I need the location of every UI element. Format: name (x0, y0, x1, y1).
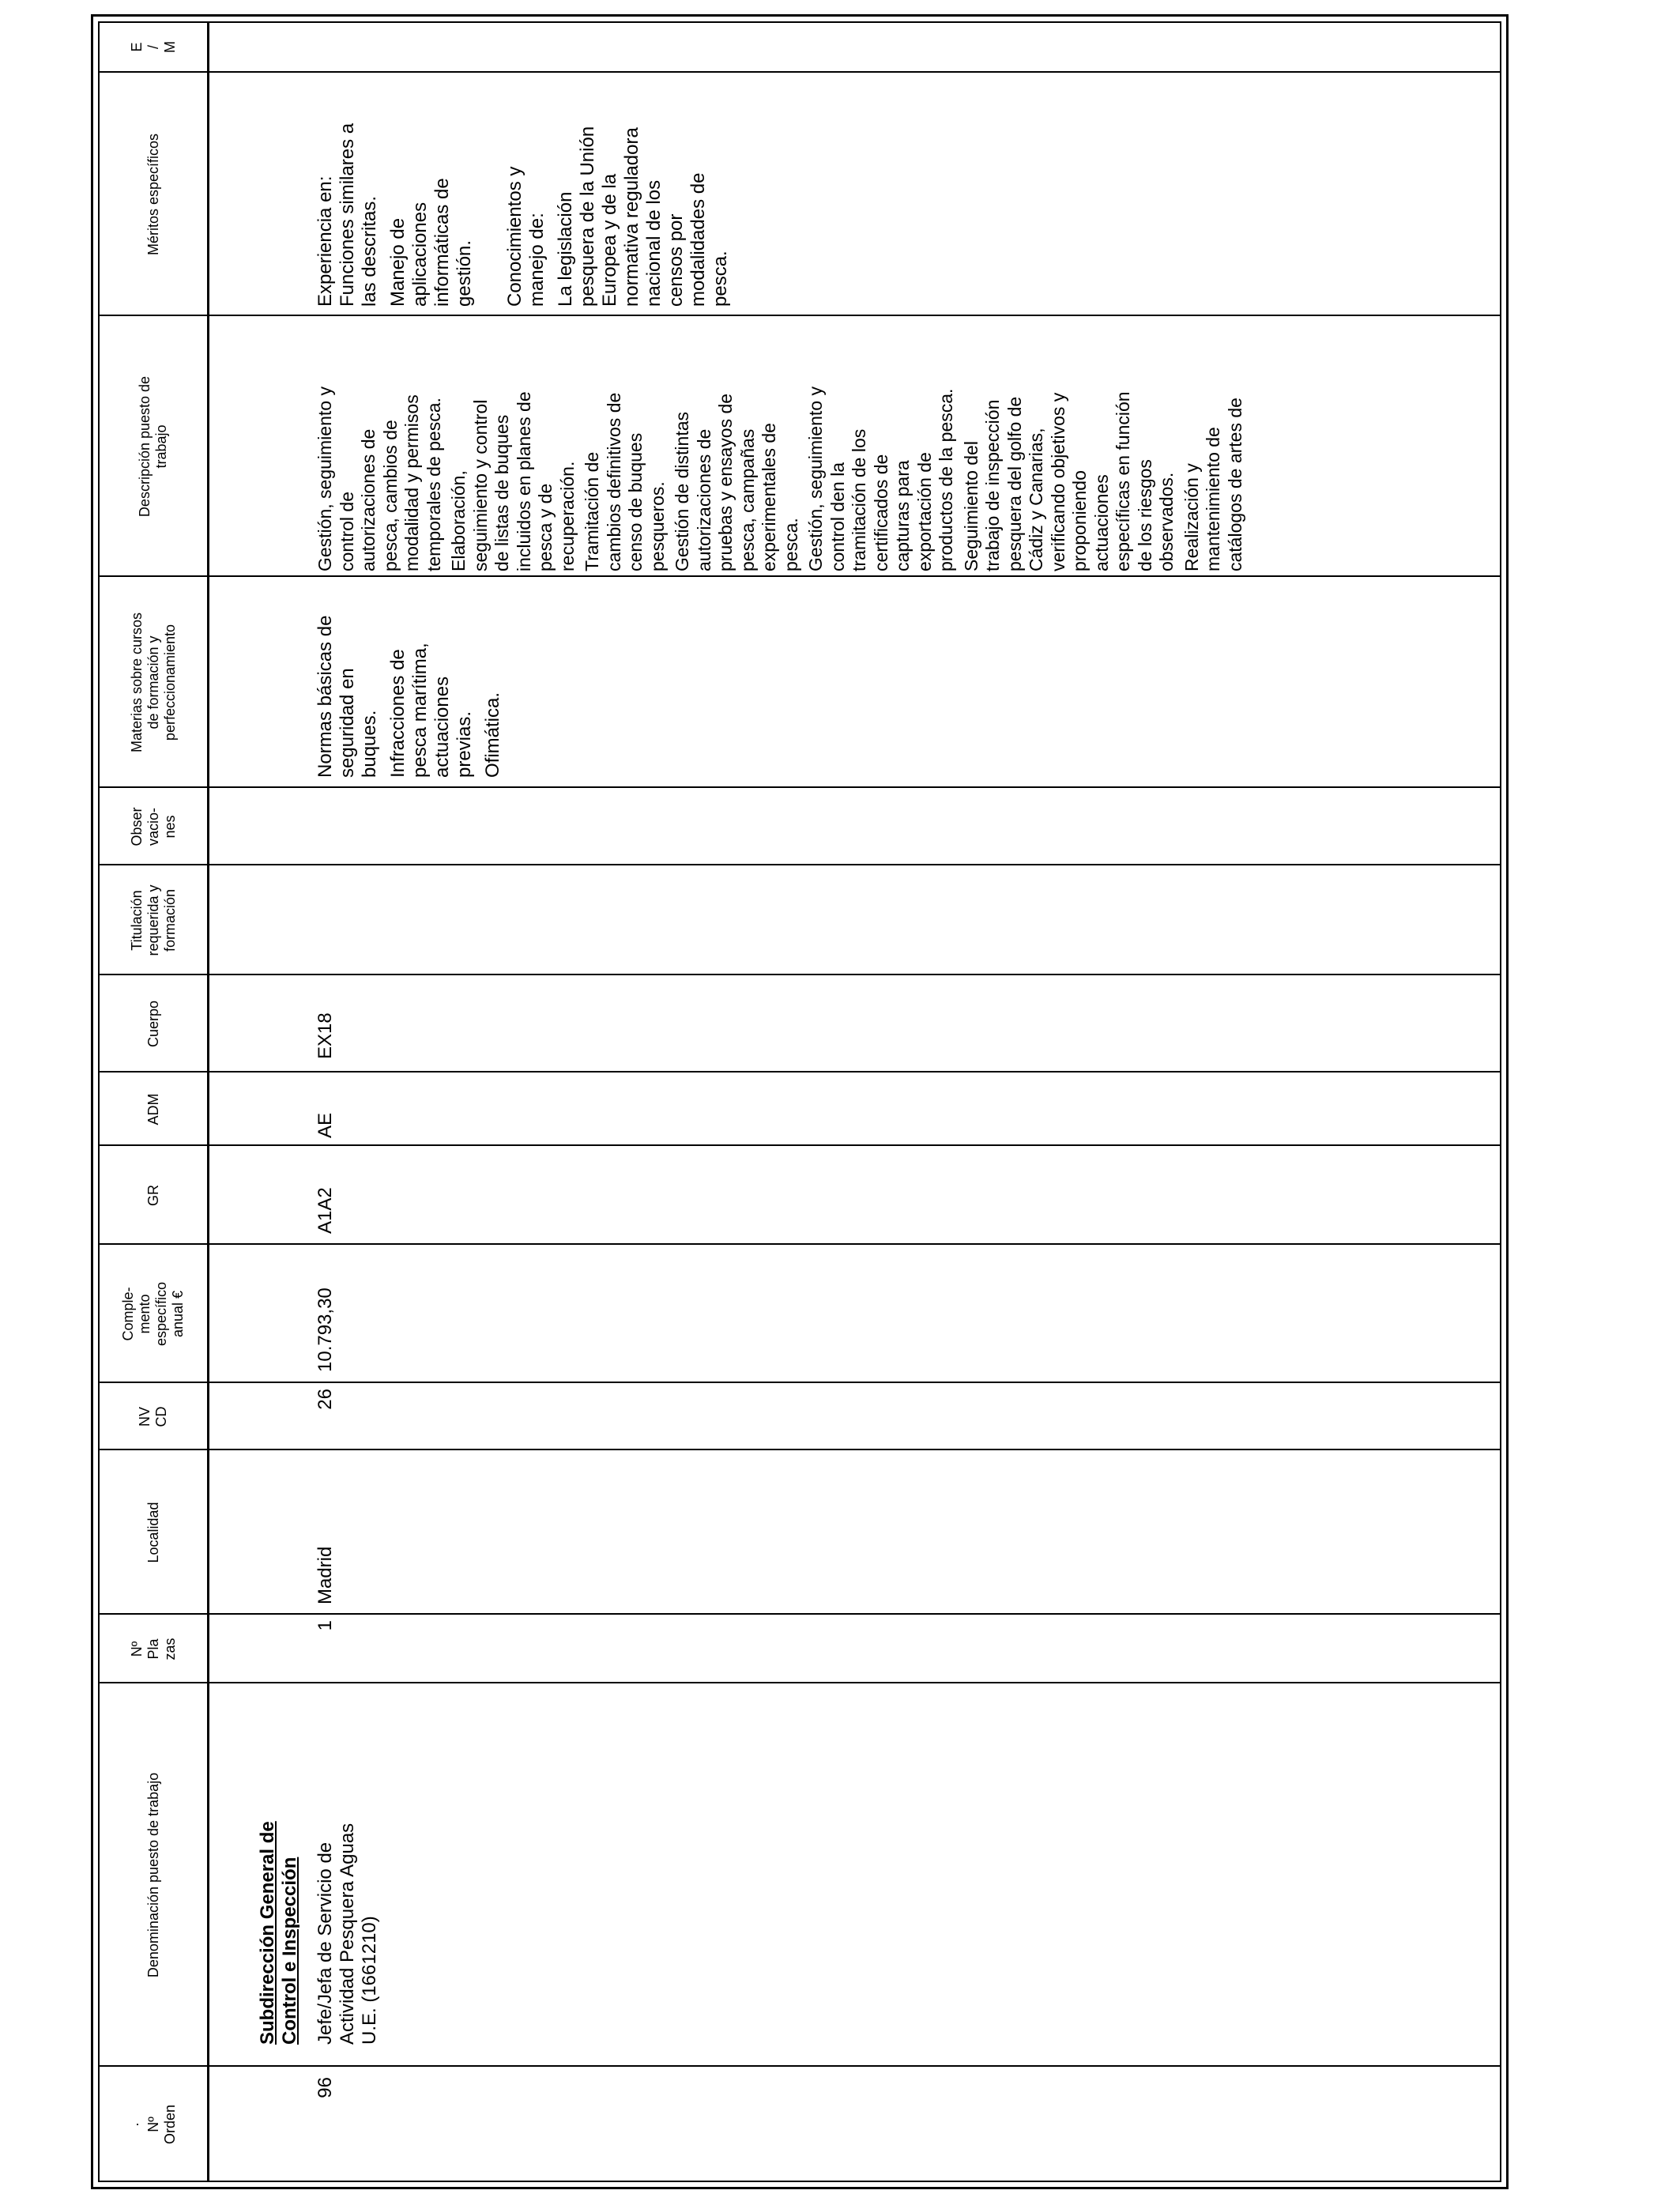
header-titulacion: Titulación requerida y formación (128, 884, 178, 956)
col-divider (98, 575, 1501, 577)
col-divider (98, 315, 1501, 316)
row-materias (315, 580, 504, 778)
row-nivel: 26 (315, 1389, 336, 1410)
header-cuerpo: Cuerpo (145, 1000, 161, 1048)
header-adm: ADM (145, 1093, 161, 1125)
descripcion-item: Gestión de distintas autorizaciones de pruebas y ensayos de pesca, campañas experimentales de pesca. (672, 393, 801, 571)
meritos-manejo: Manejo de aplicaciones informáticas de gestión. (387, 178, 475, 307)
descripcion-item: Seguimiento del trabajo de inspección pesquera del golfo de Cádiz y Canarias, verificando objetivos y proponiendo actuaciones específicas en función de los riesgos observados. (960, 391, 1177, 571)
header-descripcion: Descripción puesto de trabajo (137, 375, 169, 518)
header-materias: Materias sobre cursos de formación y perfeccionamiento (128, 612, 178, 753)
header-observaciones: Obser vacio- nes (128, 807, 178, 846)
col-divider (98, 1243, 1501, 1245)
row-localidad: Madrid (315, 1546, 336, 1604)
header-meritos: Méritos específicos (145, 133, 161, 256)
row-grupo: A1A2 (315, 1187, 336, 1234)
header-complemento: Comple- mento específico anual € (120, 1281, 186, 1347)
row-descripcion (315, 318, 1246, 571)
col-divider (98, 71, 1501, 73)
col-divider (98, 1144, 1501, 1146)
descripcion-item: Gestión, seguimiento y control de autorizaciones de pesca, cambios de modalidad y permisos temporales de pesca. (315, 386, 444, 571)
header-em: E / M (128, 41, 178, 53)
col-divider (98, 2065, 1501, 2067)
header-localidad: Localidad (145, 1502, 161, 1563)
descripcion-item: Tramitación de cambios definitivos de censo de buques pesqueros. (582, 392, 668, 571)
descripcion-item: Realización y mantenimiento de catálogos de artes de (1181, 398, 1245, 571)
col-divider (98, 1071, 1501, 1072)
col-divider (98, 1613, 1501, 1615)
header-orden: · Nº Orden (128, 2104, 178, 2145)
materia-item: Ofimática. (482, 692, 503, 778)
col-divider (98, 1449, 1501, 1450)
row-denominacion: Jefe/Jefa de Servicio de Actividad Pesquera Aguas U.E. (1661210) (315, 1823, 380, 2045)
row-orden: 96 (315, 2077, 336, 2098)
descripcion-item: Elaboración, seguimiento y control de listas de buques incluidos en planes de pesca y de recuperación. (448, 391, 578, 571)
header-grupo: GR (145, 1185, 161, 1206)
row-plazas: 1 (315, 1620, 336, 1631)
meritos-legislacion: La legislación pesquera de la Unión Europea y de la normativa reguladora nacional de los censos por modalidades de pesca. (555, 126, 731, 307)
row-complemento: 10.793,30 (315, 1287, 336, 1372)
col-divider (98, 974, 1501, 975)
col-divider (98, 786, 1501, 788)
descripcion-item: Gestión, seguimiento y control den la tramitación de los certificados de capturas para exportación de productos de la pesca. (805, 386, 956, 571)
materia-item: Infracciones de pesca marítima, actuaciones previas. (387, 643, 475, 778)
row-adm: AE (315, 1112, 336, 1138)
col-divider (98, 1682, 1501, 1683)
header-plazas: Nº Pla zas (128, 1638, 178, 1661)
col-divider (98, 1382, 1501, 1383)
row-meritos (315, 77, 732, 307)
header-rule (207, 21, 209, 2182)
header-nivel: NV CD (137, 1406, 169, 1427)
header-denominacion: Denominación puesto de trabajo (145, 1772, 161, 1978)
section-title: Subdirección General de Control e Inspección (257, 1821, 300, 2045)
row-cuerpo: EX18 (315, 1012, 336, 1059)
rotated-page (91, 14, 1509, 2189)
meritos-experiencia: Experiencia en: Funciones similares a las descritas. (315, 123, 380, 307)
materia-item: Normas básicas de seguridad en buques. (315, 615, 380, 778)
col-divider (98, 864, 1501, 865)
meritos-conocimientos: Conocimientos y manejo de: (504, 166, 548, 307)
